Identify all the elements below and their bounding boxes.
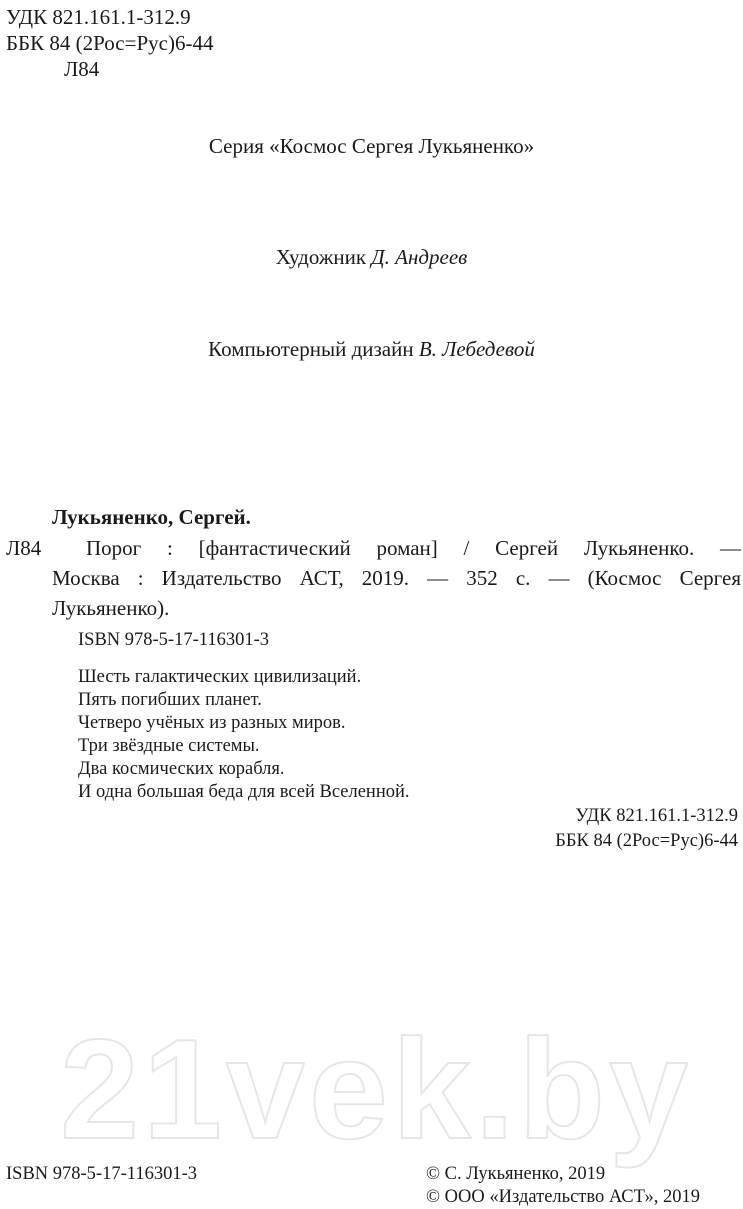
artist-label: Художник <box>275 245 367 269</box>
design-label: Компьютерный дизайн <box>208 337 414 361</box>
bib-line-3: Лукьяненко). <box>52 596 170 620</box>
udk-code-top: УДК 821.161.1-312.9 <box>6 5 191 29</box>
artist-credit <box>0 244 743 270</box>
udk-code-bottom: УДК 821.161.1-312.9 <box>575 806 738 826</box>
design-credit <box>0 336 743 362</box>
author-heading: Лукьяненко, Сергей. <box>52 505 251 529</box>
author-mark: Л84 <box>6 536 42 560</box>
copyright-publisher: © ООО «Издательство АСТ», 2019 <box>426 1187 700 1207</box>
author-mark-top: Л84 <box>64 57 100 81</box>
isbn-record: ISBN 978-5-17-116301-3 <box>78 630 269 650</box>
annotation-line: Три звёздные системы. <box>78 736 260 756</box>
isbn-footer: ISBN 978-5-17-116301-3 <box>6 1164 197 1184</box>
annotation-line: Пять погибших планет. <box>78 690 262 710</box>
watermark: 21vek.by <box>60 1010 693 1169</box>
design-name: В. Лебедевой <box>418 337 535 361</box>
annotation-line: Два космических корабля. <box>78 759 285 779</box>
annotation-line: Четверо учёных из разных миров. <box>78 713 346 733</box>
bbk-code-top: ББК 84 (2Рос=Рус)6-44 <box>6 31 214 55</box>
annotation-line: Шесть галактических цивилизаций. <box>78 667 362 687</box>
artist-name: Д. Андреев <box>371 245 468 269</box>
bbk-code-bottom: ББК 84 (2Рос=Рус)6-44 <box>555 831 738 851</box>
bib-line-2: Москва : Издательство АСТ, 2019. — 352 с. — (Космос Сергея <box>52 566 741 590</box>
series-title: Серия «Космос Сергея Лукьяненко» <box>208 134 535 158</box>
copyright-author: © С. Лукьяненко, 2019 <box>426 1164 606 1184</box>
bib-line-1: Порог : [фантастический роман] / Сергей Лукьяненко. — <box>86 536 741 560</box>
annotation-line: И одна большая беда для всей Вселенной. <box>78 782 410 802</box>
